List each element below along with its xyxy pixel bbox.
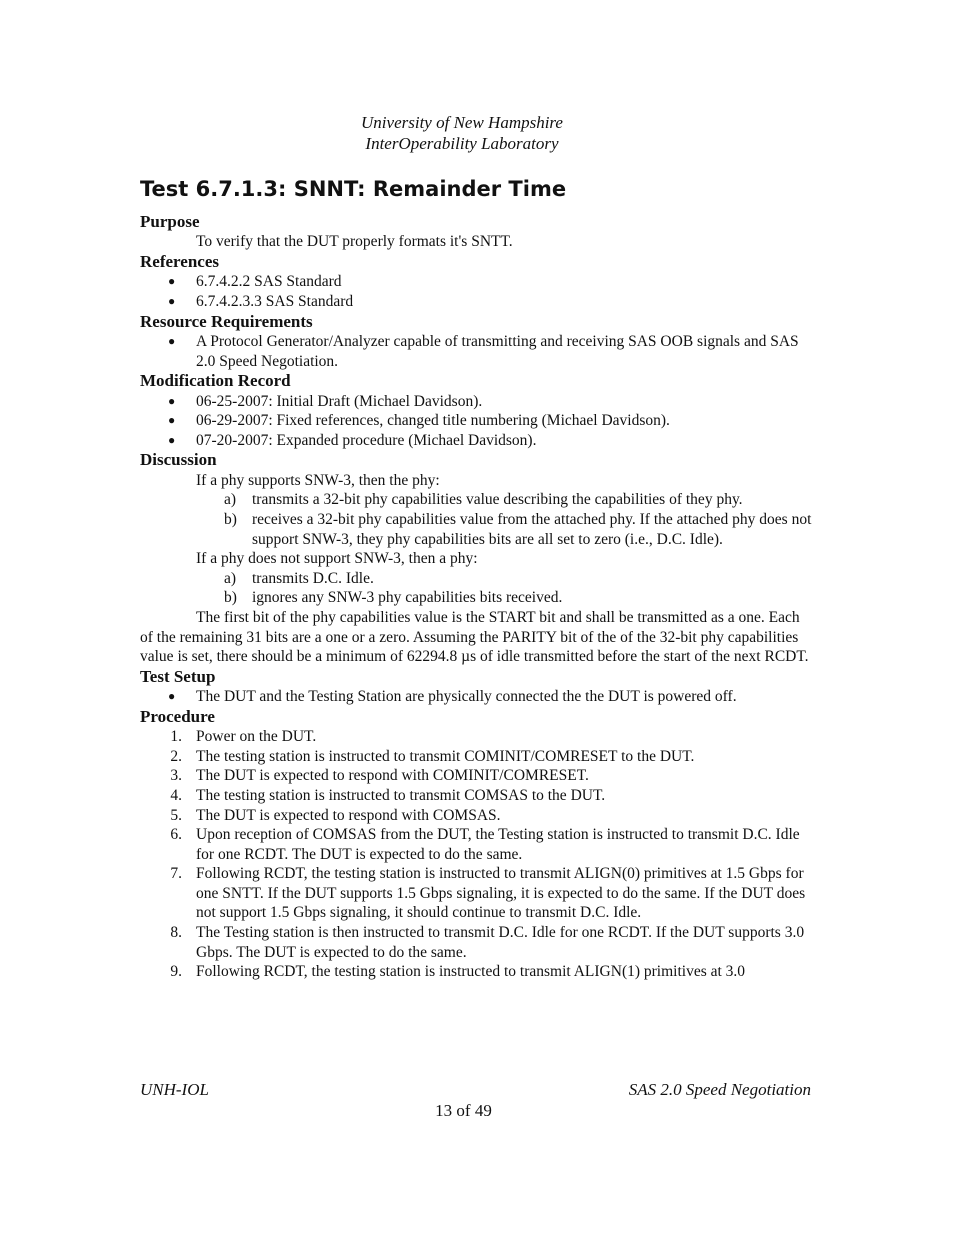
list-item: ● 06-25-2007: Initial Draft (Michael Davidson).	[168, 392, 483, 410]
list-item: b) receives a 32-bit phy capabilities value from the attached phy. If the attached phy does not support SNW-3, they phy capabilities bits are all set to zero (i.e., D.C. Idle).	[224, 510, 812, 548]
purpose-text: To verify that the DUT properly formats it's SNTT.	[196, 233, 513, 251]
procedure-heading: Procedure	[140, 706, 215, 726]
resources-heading: Resource Requirements	[140, 311, 313, 331]
list-item: 7. Following RCDT, the testing station is instructed to transmit ALIGN(0) primitives at 1.5 Gbps for one SNTT. If the DUT supports 1.5 Gbps signaling, it is expected to do the same. If the DUT does not support 1.5 Gbps signaling, it should continue to transmit D.C. Idle.	[170, 865, 806, 922]
bullet-icon: ●	[168, 294, 176, 308]
page-title: Test 6.7.1.3: SNNT: Remainder Time	[140, 177, 567, 201]
bullet-icon: ●	[168, 393, 176, 408]
bullet-icon: ●	[168, 689, 176, 704]
list-item: 5. The DUT is expected to respond with COMSAS.	[170, 806, 501, 824]
list-item: 4. The testing station is instructed to transmit COMSAS to the DUT.	[170, 786, 606, 804]
modification-list	[140, 392, 815, 451]
discussion-heading: Discussion	[140, 450, 217, 470]
procedure-list	[140, 727, 815, 982]
setup-heading: Test Setup	[140, 666, 216, 686]
header-lab: InterOperability Laboratory	[365, 134, 559, 153]
list-item: 8. The Testing station is then instructed to transmit D.C. Idle for one RCDT. If the DUT supports 3.0 Gbps. The DUT is expected to do the same.	[170, 924, 805, 961]
modification-heading: Modification Record	[140, 371, 291, 391]
bullet-icon: ●	[168, 413, 176, 428]
bullet-icon: ●	[168, 334, 176, 348]
list-item: a) transmits D.C. Idle.	[224, 569, 374, 587]
list-item: 3. The DUT is expected to respond with COMINIT/COMRESET.	[170, 767, 589, 785]
discussion-list-1	[140, 490, 815, 549]
list-item: ● 06-29-2007: Fixed references, changed title numbering (Michael Davidson).	[168, 412, 670, 430]
setup-list	[140, 687, 815, 707]
bullet-icon: ●	[168, 274, 176, 289]
list-item: 6. Upon reception of COMSAS from the DUT, the Testing station is instructed to transmit D.C. Idle for one RCDT. The DUT is expected to do the same.	[170, 826, 800, 863]
purpose-heading: Purpose	[140, 212, 200, 231]
list-item: 9. Following RCDT, the testing station is instructed to transmit ALIGN(1) primitives at 3.0	[170, 963, 746, 981]
discussion-list-2	[140, 569, 815, 608]
list-item: a) transmits a 32-bit phy capabilities value describing the capabilities of they phy.	[224, 491, 743, 509]
discussion-intro-2: If a phy does not support SNW-3, then a phy:	[196, 550, 478, 568]
bullet-icon: ●	[168, 432, 176, 447]
list-item: ● The DUT and the Testing Station are physically connected the the DUT is powered off.	[168, 688, 737, 706]
references-list	[140, 272, 815, 311]
list-item: ● 07-20-2007: Expanded procedure (Michael Davidson).	[168, 431, 537, 449]
references-heading: References	[140, 252, 219, 271]
footer-org: UNH-IOL	[140, 1080, 209, 1099]
list-item: 1. Power on the DUT.	[170, 728, 317, 746]
header-university: University of New Hampshire	[361, 113, 563, 132]
footer-doc-title: SAS 2.0 Speed Negotiation	[628, 1080, 811, 1099]
list-item: ● A Protocol Generator/Analyzer capable of transmitting and receiving SAS OOB signals and SAS 2.0 Speed Negotiation.	[168, 333, 799, 370]
list-item: 2. The testing station is instructed to transmit COMINIT/COMRESET to the DUT.	[170, 747, 695, 765]
list-item: b) ignores any SNW-3 phy capabilities bits received.	[224, 589, 563, 607]
list-item: ● 6.7.4.2.2 SAS Standard	[168, 273, 342, 291]
resources-list	[140, 332, 815, 371]
discussion-paragraph: The first bit of the phy capabilities value is the START bit and shall be transmitted as a one. Each of the remaining 31 bits are a one or a zero. Assuming the PARITY bit of the of the 32-bit phy capabilities value is set, there should be a minimum of 62294.8 µs of idle transmitted before the start of the next RCDT.	[140, 608, 809, 666]
document-body	[140, 212, 815, 982]
discussion-intro-1: If a phy supports SNW-3, then the phy:	[196, 471, 440, 489]
page-number: 13 of 49	[435, 1101, 492, 1120]
list-item: ● 6.7.4.2.3.3 SAS Standard	[168, 293, 354, 310]
